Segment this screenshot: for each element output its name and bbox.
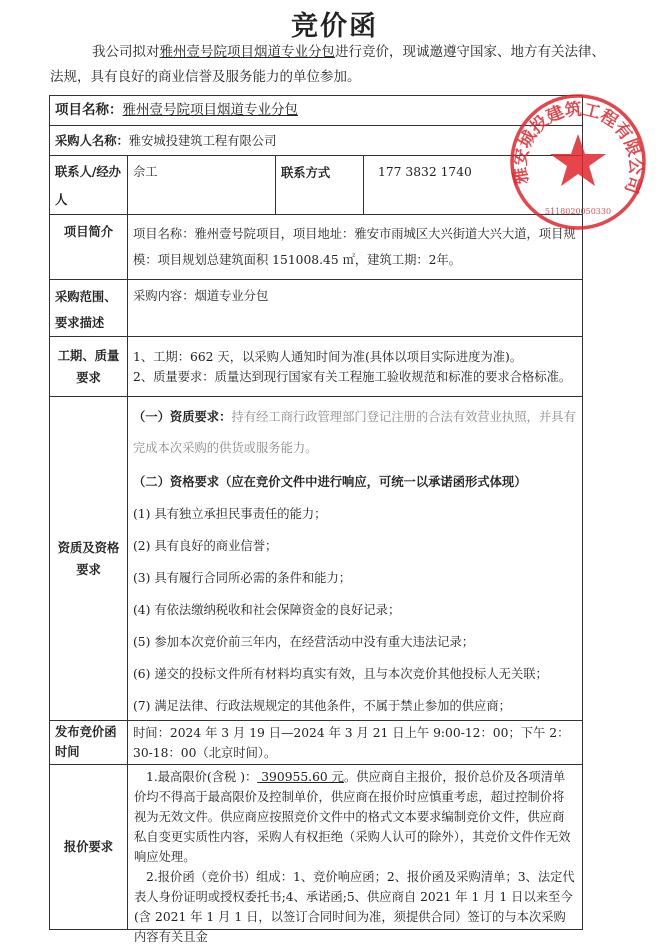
phone-number: 177 3832 1740 <box>364 156 583 215</box>
qualification-label: 资质及资格要求 <box>57 539 120 577</box>
publish-time: 时间：2024 年 3 月 19 日—2024 年 3 月 21 日上午 9:00-12：00；下午 2：30-18：00（北京时间）。 <box>128 721 583 765</box>
svg-text:5118020050330: 5118020050330 <box>544 207 612 216</box>
qual-item: (2) 具有良好的商业信誉； <box>133 539 278 553</box>
quote-2-text: 2.报价函（竞价书）组成：1、竞价响应函；2、报价函及采购清单；3、法定代表人身份证明或授权委托书;4、承诺函;5、供应商自 2021 年 1 月 1 日以来至今(含 2021 年 1 月 1 日，以签订合同时间为准，须提供合同）签订的与本次采购内容有关且金 <box>134 870 575 944</box>
qual-item: (3) 具有履行合同所必需的条件和能力； <box>133 571 352 585</box>
publish-label: 发布竞价函时间 <box>55 724 117 759</box>
intro-text: 我公司拟对 <box>92 44 160 60</box>
contact-name: 佘工 <box>128 156 276 215</box>
contact-label: 联系人/经办人 <box>55 164 121 207</box>
qual-1-head: （一）资质要求： <box>133 409 232 424</box>
qual-1-body: 持有经工商行政管理部门登记注册的合法有效营业执照，并具有完成本次采购的供货或服务能力。 <box>133 410 576 455</box>
project-summary: 项目名称：雅州壹号院项目，项目地址：雅安市雨城区大兴街道大兴大道，项目规模：项目规划总建筑面积 151008.45 ㎡，建筑工期：2年。 <box>128 215 583 280</box>
qual-item: (5) 参加本次竞价前三年内，在经营活动中没有重大违法记录； <box>133 635 475 649</box>
scope-content: 采购内容：烟道专业分包 <box>128 280 583 337</box>
project-name-label: 项目名称： <box>55 102 123 118</box>
quote-1-text: 。供应商自主报价，报价总价及各项清单价均不得高于最高限价及控制单价，供应商在报价时应慎重考虑，超过控制价将视为无效文件。供应商应按照竞价文件中的格式文本要求编制竞价文件，供应商私自变更实质性内容，采购人有权拒绝（采购人认可的除外），其竞价文件作无效响应处理。 <box>134 770 571 864</box>
period-item: 1、工期：662 天，以采购人通知时间为准(具体以项目实际进度为准)。 <box>133 349 523 364</box>
svg-text:雅安城投建筑工程有限公司: 雅安城投建筑工程有限公司 <box>510 99 646 196</box>
qual-item: (1) 具有独立承担民事责任的能力； <box>133 507 327 521</box>
qual-item: (7) 满足法律、行政法规规定的其他条件，不属于禁止参加的供应商； <box>133 699 511 713</box>
bid-table <box>49 95 583 944</box>
intro-project: 雅州壹号院项目烟道专业分包 <box>159 44 335 60</box>
max-price: 390955.60 元 <box>257 770 344 784</box>
qual-2-head: （二）资格要求（应在竞价文件中进行响应，可统一以承诺函形式体现） <box>133 474 527 489</box>
period-label: 工期、质量要求 <box>57 347 120 385</box>
quality-item: 2、质量要求：质量达到现行国家有关工程施工验收规范和标准的要求合格标准。 <box>133 369 572 384</box>
buyer-name: 雅安城投建筑工程有限公司 <box>128 133 277 148</box>
phone-label: 联系方式 <box>281 165 331 180</box>
intro-text-rest: 进行竞价，现诚邀遵守国家、地方有关法律、法规，具有良好的商业信誉及服务能力的单位参加。 <box>50 44 605 85</box>
quote-1-label: 1.最高限价(含税 )： <box>146 770 258 784</box>
intro-paragraph <box>50 40 610 90</box>
qual-item: (4) 有依法缴纳税收和社会保障资金的良好记录； <box>133 603 401 617</box>
summary-label: 项目简介 <box>63 224 114 239</box>
company-seal-icon <box>508 92 648 232</box>
project-name: 雅州壹号院项目烟道专业分包 <box>122 102 298 118</box>
scope-label: 采购范围、要求描述 <box>55 289 117 330</box>
qual-item: (6) 递交的投标文件所有材料均真实有效，且与本次竞价其他投标人无关联； <box>133 667 548 681</box>
quote-label: 报价要求 <box>63 839 114 854</box>
buyer-label: 采购人名称： <box>55 132 129 148</box>
page-title: 竞价函 <box>291 11 378 42</box>
